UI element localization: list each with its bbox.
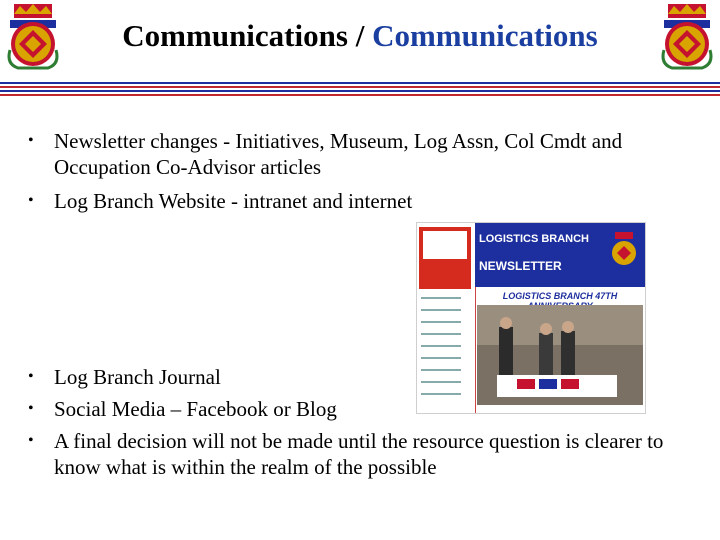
slide-header <box>0 0 720 82</box>
newsletter-crest-icon <box>609 231 639 267</box>
title-french: Communications <box>372 18 598 53</box>
bullet-item <box>28 396 688 422</box>
bullet-item <box>28 364 688 390</box>
bullet-icon: • <box>28 432 34 449</box>
bullet-text: Newsletter changes - Initiatives, Museum, Log Assn, Col Cmdt and Occupation Co-Advisor articles <box>54 129 623 179</box>
bullet-list-top <box>28 128 688 214</box>
newsletter-title: LOGISTICS BRANCH <box>479 233 589 245</box>
bullet-text: Log Branch Journal <box>54 365 221 389</box>
title-english: Communications <box>122 18 348 53</box>
bullet-icon: • <box>28 132 34 149</box>
bullet-text: Social Media – Facebook or Blog <box>54 397 337 421</box>
bullet-icon: • <box>28 192 34 209</box>
newsletter-masthead <box>475 223 645 287</box>
bullet-item <box>28 128 688 180</box>
bullet-item <box>28 428 688 480</box>
newsletter-anniversary: LOGISTICS BRANCH 47TH <box>502 291 618 301</box>
page-title <box>0 18 720 54</box>
bullet-list-bottom <box>28 364 688 480</box>
bullet-icon: • <box>28 400 34 417</box>
newsletter-subtitle: NEWSLETTER <box>479 259 562 273</box>
header-stripes <box>0 82 720 96</box>
title-separator: / <box>355 18 365 53</box>
bullet-text: A final decision will not be made until the resource question is clearer to know what is within the realm of the possible <box>54 429 664 479</box>
crest-right-icon <box>658 2 716 72</box>
bullet-icon: • <box>28 368 34 385</box>
bullet-text: Log Branch Website - intranet and internet <box>54 189 413 213</box>
bullet-item <box>28 188 688 214</box>
